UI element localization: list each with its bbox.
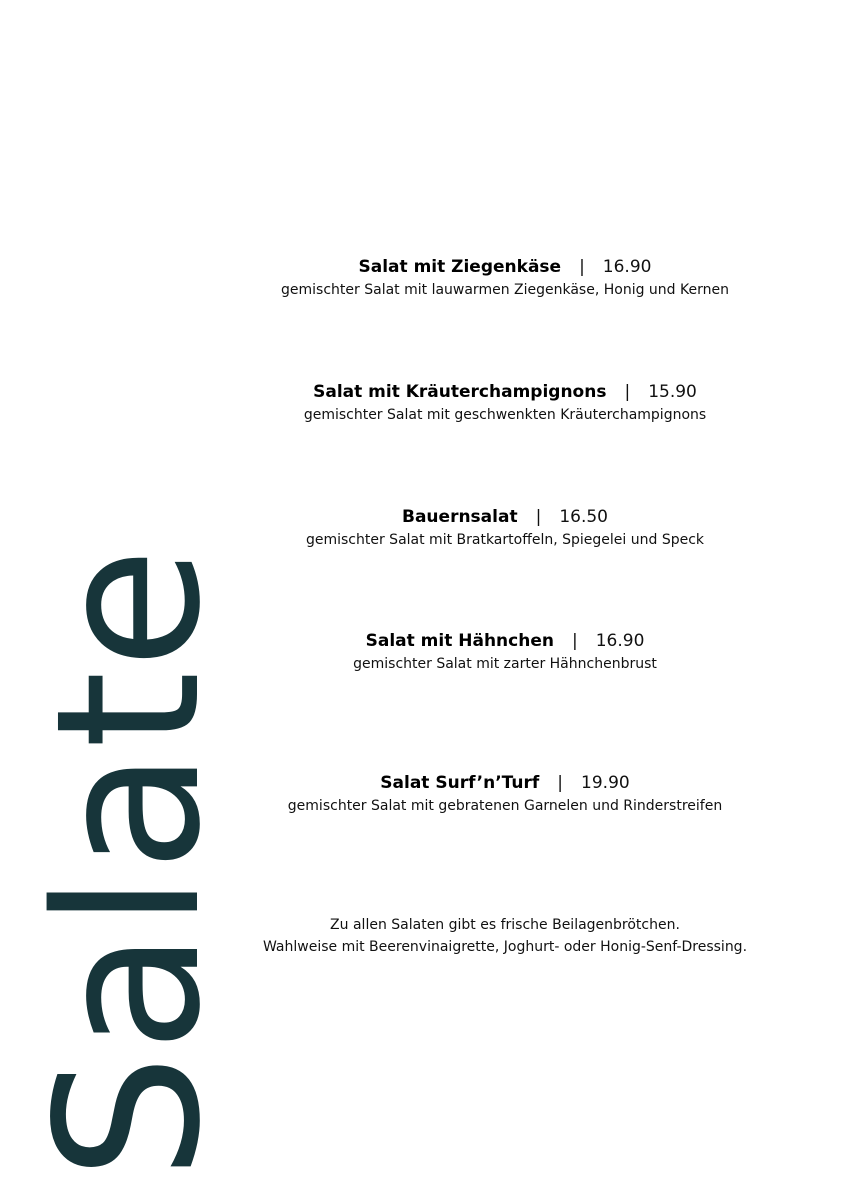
menu-item-ziegenkaese xyxy=(281,256,729,300)
menu-note-line: Zu allen Salaten gibt es frische Beilagenbrötchen. xyxy=(330,917,680,933)
menu-item-header xyxy=(288,772,722,794)
price-separator: | xyxy=(624,382,631,402)
page-title: Salate xyxy=(13,545,244,1180)
menu-item-price: 16.50 xyxy=(559,507,608,527)
menu-item-name: Salat mit Hähnchen xyxy=(365,631,554,651)
menu-note xyxy=(263,914,747,958)
price-separator: | xyxy=(579,257,585,277)
menu-item-name: Bauernsalat xyxy=(402,507,518,527)
menu-item-name: Salat Surf’n’Turf xyxy=(380,773,540,793)
menu-item-header xyxy=(306,506,704,528)
menu-item-description: gemischter Salat mit lauwarmen Ziegenkäse, Honig und Kernen xyxy=(281,282,729,298)
menu-item-description: gemischter Salat mit geschwenkten Kräuterchampignons xyxy=(303,407,707,423)
menu-item-description: gemischter Salat mit Bratkartoffeln, Spiegelei und Speck xyxy=(305,532,705,548)
menu-item-header xyxy=(281,256,729,278)
menu-item-kraeuterchampignons xyxy=(304,381,706,425)
menu-item-price: 15.90 xyxy=(648,382,697,402)
price-separator: | xyxy=(571,631,578,651)
menu-item-haehnchen xyxy=(353,630,657,674)
menu-item-price: 16.90 xyxy=(595,631,645,651)
menu-item-price: 19.90 xyxy=(581,773,630,793)
menu-item-price: 16.90 xyxy=(602,257,652,277)
menu-note-line: Wahlweise mit Beerenvinaigrette, Joghurt- oder Honig-Senf-Dressing. xyxy=(262,939,748,955)
menu-item-surf-n-turf xyxy=(288,772,722,816)
menu-item-header xyxy=(304,381,706,403)
price-separator: | xyxy=(535,507,542,527)
menu-item-description: gemischter Salat mit gebratenen Garnelen und Rinderstreifen xyxy=(287,798,723,814)
menu-item-bauernsalat xyxy=(306,506,704,550)
price-separator: | xyxy=(557,773,564,793)
menu-item-header xyxy=(353,630,657,652)
menu-item-description: gemischter Salat mit zarter Hähnchenbrust xyxy=(353,656,657,672)
menu-item-name: Salat mit Kräuterchampignons xyxy=(313,382,607,402)
menu-item-name: Salat mit Ziegenkäse xyxy=(358,257,562,277)
